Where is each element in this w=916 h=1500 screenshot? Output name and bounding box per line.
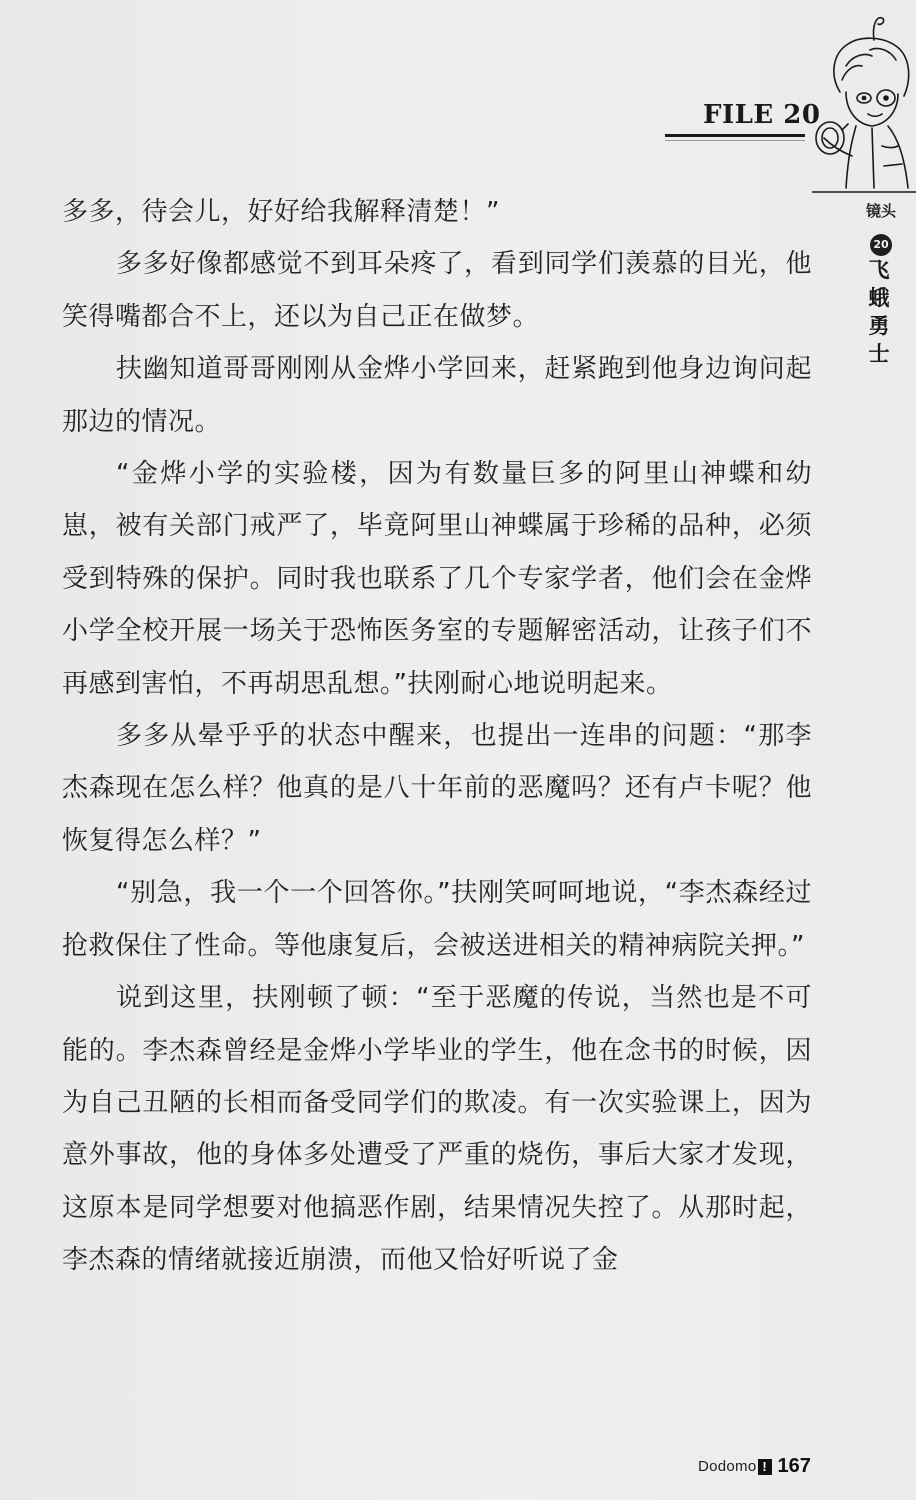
chapter-series: 镜头 bbox=[866, 202, 897, 220]
paragraph: 多多好像都感觉不到耳朵疼了，看到同学们羡慕的目光，他笑得嘴都合不上，还以为自己正在做梦。 bbox=[62, 249, 812, 332]
header-rule bbox=[665, 134, 805, 137]
brand-exclamation-icon: ! bbox=[758, 1459, 772, 1475]
paragraph: 扶幽知道哥哥刚刚从金烨小学回来，赶紧跑到他身边询问起那边的情况。 bbox=[62, 354, 812, 437]
page-number: 167 bbox=[777, 1455, 811, 1477]
paragraph: 多多从晕乎乎的状态中醒来，也提出一连串的问题：“那李杰森现在怎么样？他真的是八十年前的恶魔吗？还有卢卡呢？他恢复得怎么样？” bbox=[62, 721, 812, 856]
body-text bbox=[62, 186, 812, 1287]
chapter-number-badge: 20 bbox=[870, 234, 892, 256]
brand-name: Dodomo bbox=[698, 1458, 757, 1475]
paragraph: 说到这里，扶刚顿了顿：“至于恶魔的传说，当然也是不可能的。李杰森曾经是金烨小学毕业的学生，他在念书的时候，因为自己丑陋的长相而备受同学们的欺凌。有一次实验课上，因为意外事故，他的身体多处遭受了严重的烧伤，事后大家才发现，这原本是同学想要对他搞恶作剧，结果情况失控了。从那时起，李杰森的情绪就接近崩溃，而他又恰好听说了金 bbox=[62, 983, 812, 1276]
mascot-illustration bbox=[812, 6, 916, 196]
file-label: FILE 20 bbox=[703, 100, 821, 130]
paragraph: “金烨小学的实验楼，因为有数量巨多的阿里山神蝶和幼崽，被有关部门戒严了，毕竟阿里山神蝶属于珍稀的品种，必须受到特殊的保护。同时我也联系了几个专家学者，他们会在金烨小学全校开展一场关于恐怖医务室的专题解密活动，让孩子们不再感到害怕，不再胡思乱想。”扶刚耐心地说明起来。 bbox=[62, 459, 812, 699]
page-footer bbox=[698, 1455, 811, 1478]
chapter-title: 飞蛾勇士 bbox=[868, 257, 890, 366]
paragraph: 多多，待会儿，好好给我解释清楚！” bbox=[62, 197, 500, 227]
paragraph: “别急，我一个一个回答你。”扶刚笑呵呵地说，“李杰森经过抢救保住了性命。等他康复后，会被送进相关的精神病院关押。” bbox=[62, 878, 812, 961]
header-subrule bbox=[665, 140, 805, 141]
